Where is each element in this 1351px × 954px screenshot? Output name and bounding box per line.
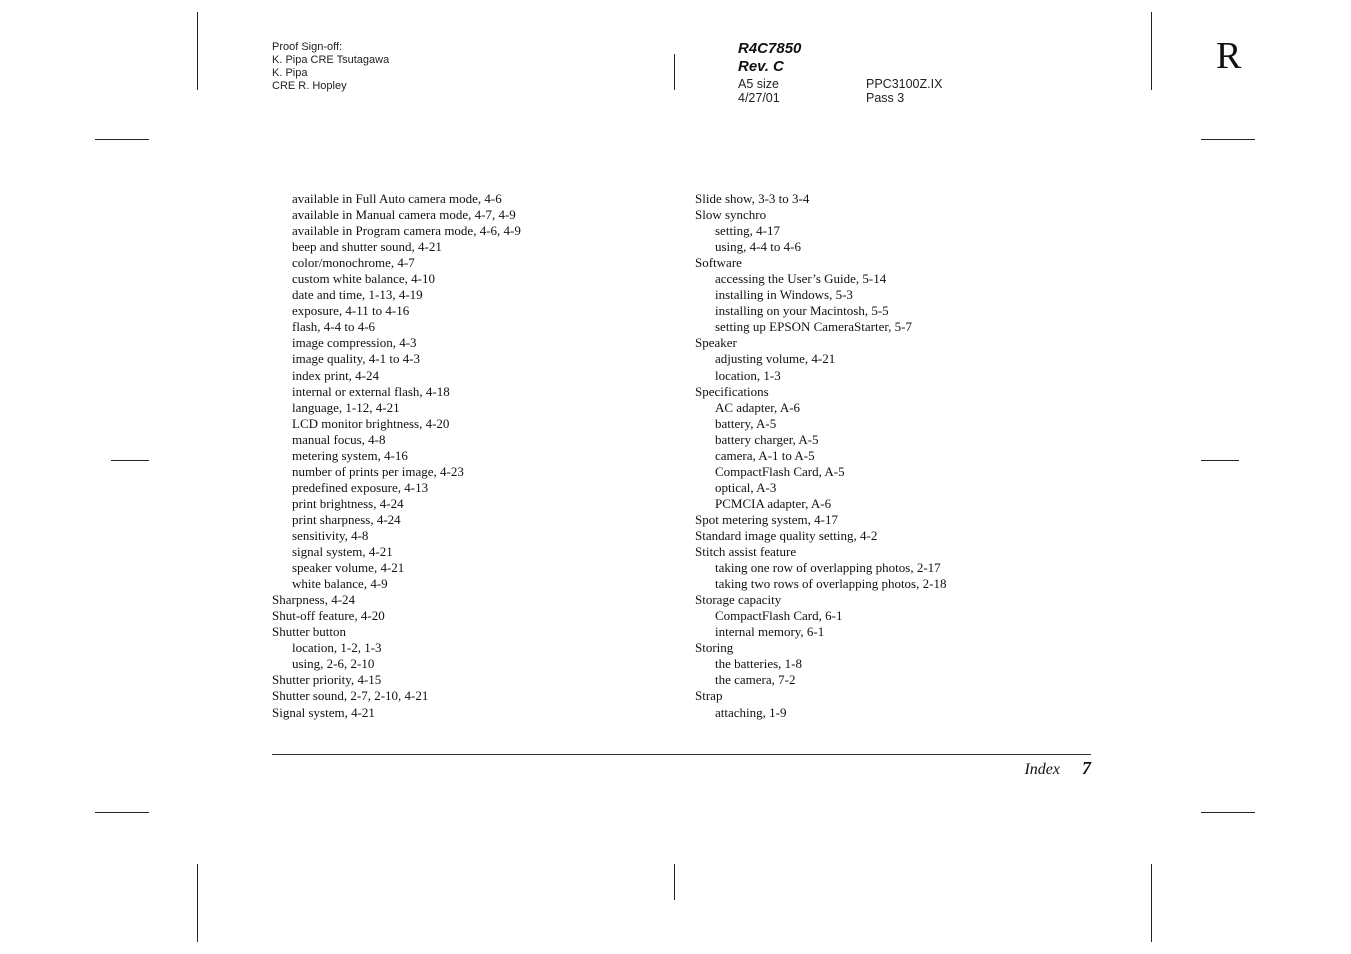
index-subentry: custom white balance, 4-10 bbox=[292, 271, 435, 287]
page-size: A5 size bbox=[738, 77, 779, 91]
index-subentry: the camera, 7-2 bbox=[715, 672, 796, 688]
index-subentry: CompactFlash Card, A-5 bbox=[715, 463, 845, 479]
index-subentry: index print, 4-24 bbox=[292, 367, 380, 383]
index-column-left bbox=[272, 191, 521, 721]
index-subentry: AC adapter, A-6 bbox=[715, 399, 801, 415]
proof-line: Proof Sign-off: bbox=[272, 41, 343, 53]
index-subentry: optical, A-3 bbox=[715, 479, 777, 495]
crop-mark-bottom-left bbox=[197, 864, 198, 942]
index-subentry: location, 1-2, 1-3 bbox=[292, 640, 382, 656]
index-entry: Storing bbox=[695, 640, 734, 656]
document-revision: Rev. C bbox=[738, 58, 784, 75]
page-number: 7 bbox=[1082, 758, 1091, 778]
index-subentry: available in Manual camera mode, 4-7, 4-9 bbox=[292, 207, 516, 223]
crop-mark-right-lower bbox=[1201, 812, 1255, 813]
index-entry: Shut-off feature, 4-20 bbox=[272, 608, 385, 624]
index-subentry: date and time, 1-13, 4-19 bbox=[292, 287, 423, 303]
index-entry: Stitch assist feature bbox=[695, 544, 797, 560]
index-subentry: internal memory, 6-1 bbox=[715, 624, 825, 640]
index-subentry: internal or external flash, 4-18 bbox=[292, 383, 450, 399]
index-subentry: battery, A-5 bbox=[715, 415, 777, 431]
index-subentry: CompactFlash Card, 6-1 bbox=[715, 608, 843, 624]
index-subentry: print brightness, 4-24 bbox=[292, 495, 404, 511]
proof-line: K. Pipa CRE Tsutagawa bbox=[272, 54, 390, 66]
index-subentry: PCMCIA adapter, A-6 bbox=[715, 495, 832, 511]
index-entry: Software bbox=[695, 255, 742, 271]
index-entry: Slide show, 3-3 to 3-4 bbox=[695, 191, 810, 206]
index-subentry: beep and shutter sound, 4-21 bbox=[292, 239, 442, 255]
index-subentry: taking two rows of overlapping photos, 2-18 bbox=[715, 576, 947, 592]
index-subentry: flash, 4-4 to 4-6 bbox=[292, 319, 376, 335]
index-subentry: white balance, 4-9 bbox=[292, 576, 388, 592]
index-subentry: image quality, 4-1 to 4-3 bbox=[292, 351, 421, 367]
index-subentry: installing in Windows, 5-3 bbox=[715, 287, 853, 303]
index-subentry: print sharpness, 4-24 bbox=[292, 511, 401, 527]
crop-mark-top-right bbox=[1151, 12, 1152, 90]
crop-mark-left-middle bbox=[111, 460, 149, 461]
index-entry: Signal system, 4-21 bbox=[272, 704, 375, 720]
doc-meta-left bbox=[738, 77, 780, 105]
crop-mark-left-lower bbox=[95, 812, 149, 813]
index-subentry: setting, 4-17 bbox=[715, 223, 780, 239]
index-subentry: adjusting volume, 4-21 bbox=[715, 351, 836, 367]
index-subentry: metering system, 4-16 bbox=[292, 447, 408, 463]
index-subentry: signal system, 4-21 bbox=[292, 544, 393, 560]
index-entry: Shutter button bbox=[272, 624, 347, 640]
proof-line: K. Pipa bbox=[272, 67, 308, 79]
index-subentry: using, 4-4 to 4-6 bbox=[715, 239, 801, 255]
index-subentry: speaker volume, 4-21 bbox=[292, 560, 405, 576]
index-subentry: color/monochrome, 4-7 bbox=[292, 255, 415, 271]
index-subentry: accessing the User’s Guide, 5-14 bbox=[715, 271, 887, 287]
index-entry: Speaker bbox=[695, 335, 737, 351]
index-subentry: LCD monitor brightness, 4-20 bbox=[292, 415, 450, 431]
index-subentry: language, 1-12, 4-21 bbox=[292, 399, 400, 415]
index-entry: Slow synchro bbox=[695, 207, 767, 223]
document-date: 4/27/01 bbox=[738, 91, 780, 105]
crop-mark-left-upper bbox=[95, 139, 149, 140]
index-subentry: image compression, 4-3 bbox=[292, 335, 417, 351]
index-subentry: installing on your Macintosh, 5-5 bbox=[715, 303, 889, 319]
proof-line: CRE R. Hopley bbox=[272, 80, 347, 92]
index-subentry: predefined exposure, 4-13 bbox=[292, 479, 429, 495]
right-page-marker: R bbox=[1216, 35, 1242, 77]
index-entry: Shutter priority, 4-15 bbox=[272, 672, 382, 688]
document-id bbox=[738, 40, 801, 76]
footer-section-title: Index bbox=[1024, 761, 1060, 778]
index-entry: Specifications bbox=[695, 383, 769, 399]
index-entry: Strap bbox=[695, 688, 723, 704]
crop-mark-top-left bbox=[197, 12, 198, 90]
index-entry: Shutter sound, 2-7, 2-10, 4-21 bbox=[272, 688, 429, 704]
index-subentry: battery charger, A-5 bbox=[715, 431, 819, 447]
crop-mark-right-upper bbox=[1201, 139, 1255, 140]
crop-mark-bottom-right bbox=[1151, 864, 1152, 942]
proof-pass: Pass 3 bbox=[866, 91, 905, 105]
index-subentry: manual focus, 4-8 bbox=[292, 431, 386, 447]
index-subentry: available in Program camera mode, 4-6, 4-9 bbox=[292, 223, 521, 239]
index-entry: Sharpness, 4-24 bbox=[272, 592, 356, 608]
index-subentry: camera, A-1 to A-5 bbox=[715, 447, 815, 463]
index-subentry: number of prints per image, 4-23 bbox=[292, 463, 464, 479]
page-footer bbox=[272, 758, 1091, 780]
document-code: R4C7850 bbox=[738, 40, 802, 57]
index-subentry: using, 2-6, 2-10 bbox=[292, 656, 375, 672]
index-subentry: sensitivity, 4-8 bbox=[292, 527, 369, 543]
index-subentry: location, 1-3 bbox=[715, 367, 781, 383]
index-subentry: taking one row of overlapping photos, 2-17 bbox=[715, 560, 941, 576]
crop-mark-right-middle bbox=[1201, 460, 1239, 461]
index-column-right bbox=[695, 191, 946, 721]
file-name: PPC3100Z.IX bbox=[866, 77, 943, 91]
index-subentry: exposure, 4-11 to 4-16 bbox=[292, 303, 410, 319]
index-entry: Spot metering system, 4-17 bbox=[695, 511, 838, 527]
index-subentry: setting up EPSON CameraStarter, 5-7 bbox=[715, 319, 912, 335]
doc-meta-right bbox=[866, 77, 942, 105]
index-entry: Standard image quality setting, 4-2 bbox=[695, 527, 878, 543]
index-entry: Storage capacity bbox=[695, 592, 782, 608]
footer-rule bbox=[272, 754, 1091, 755]
crop-mark-top-center bbox=[674, 54, 675, 90]
index-subentry: attaching, 1-9 bbox=[715, 704, 787, 720]
crop-mark-bottom-center bbox=[674, 864, 675, 900]
index-subentry: available in Full Auto camera mode, 4-6 bbox=[292, 191, 502, 206]
index-subentry: the batteries, 1-8 bbox=[715, 656, 802, 672]
proof-signoff bbox=[272, 41, 389, 93]
